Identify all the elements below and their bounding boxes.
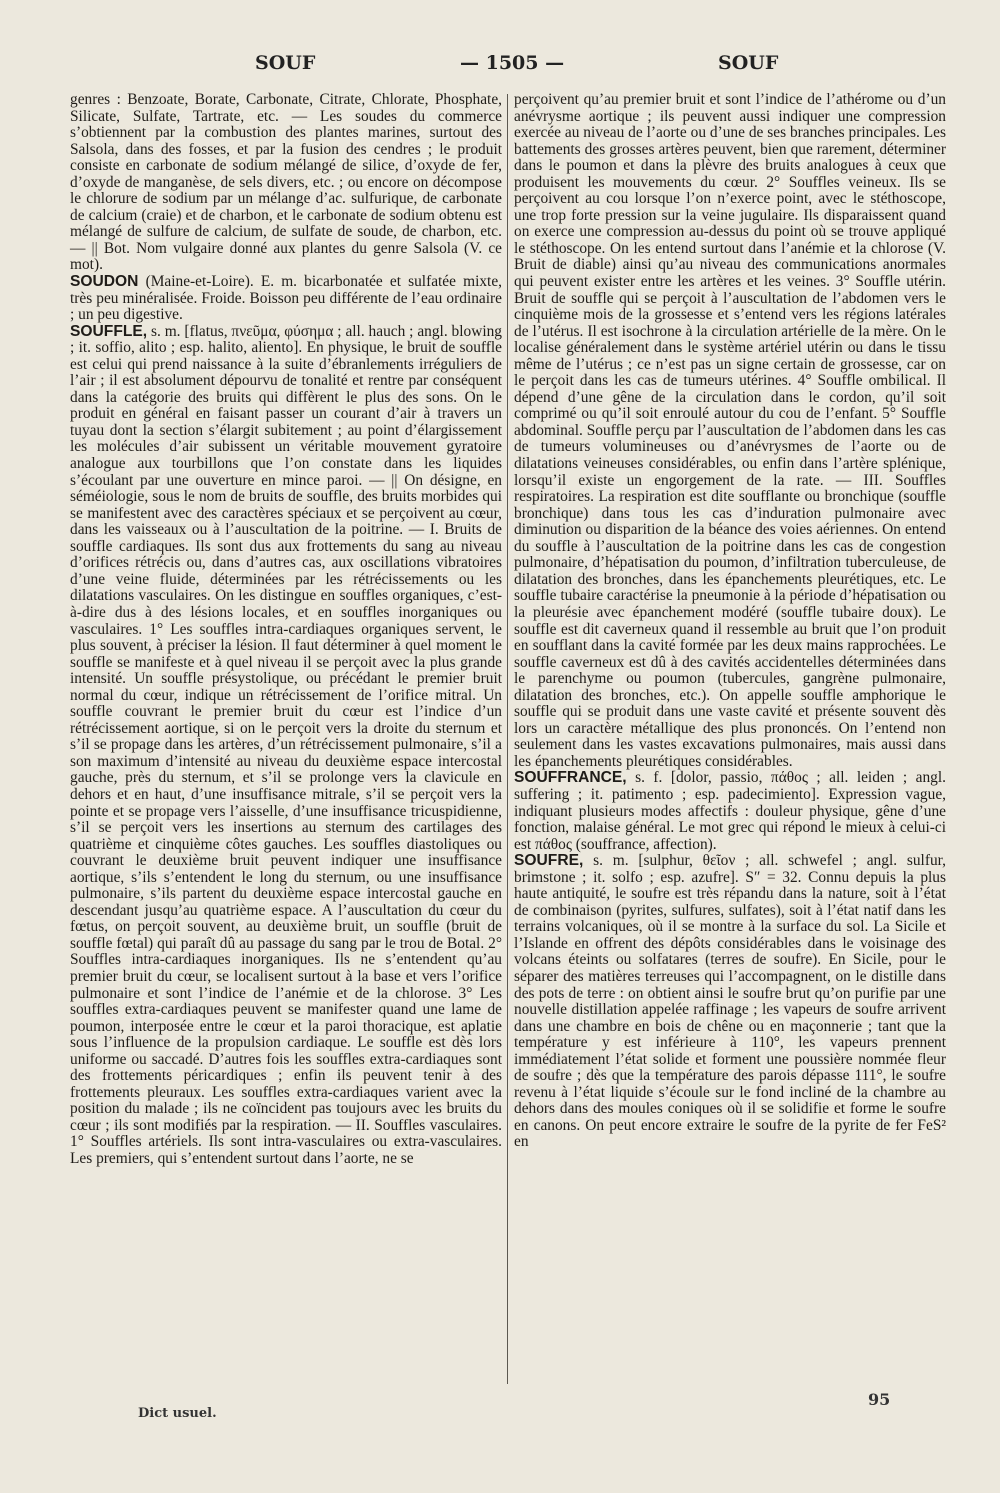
running-header	[70, 52, 950, 80]
soude-continuation: genres : Benzoate, Borate, Carbonate, Citrate, Chlorate, Phosphate, Silicate, Sulfate, Tartrate, etc. — Les soudes du commerce s’obtiennent par la combustion des plantes marines, surtout des Salsola, dans des fosses, et par la fusion des cendres ; le produit consiste en carbonate de sodium mélangé de silice, d’oxyde de fer, d’oxyde de manganèse, de sels divers, etc. ; ou encore on décompose le chlorure de sodium par un mélange d’ac. sulfurique, de carbonate de calcium (craie) et de charbon, et le carbonate de sodium obtenu est mélangé de sulfure de calcium, de sulfate de soude, de charbon, etc. — || Bot. Nom vulgaire donné aux plantes du genre Salsola (V. ce mot).	[70, 91, 502, 274]
header-right-keyword: SOUF	[718, 52, 779, 74]
entry-souffrance	[514, 770, 946, 853]
definition-souffle: s. m. [flatus, πνεῦμα, φύσημα ; all. hauch ; angl. blowing ; it. soffio, alito ; esp. halito, aliento]. En physique, le bruit de souffle est celui qui prend naissance à la suite d’ébranlements irréguliers de l’air ; il est absolument dépourvu de tonalité et rentre par conséquent dans la catégorie des bruits qui diffèrent le plus des sons. On le produit en général en faisant passer un courant d’air à travers un tuyau dont la section s’élargit subitement ; au point d’élargissement les molécules d’air subissent un véritable mouvement gyratoire analogue aux tourbillons que l’on constate dans les liquides s’écoulant par une ouverture en mince paroi. — || On désigne, en séméiologie, sous le nom de bruits de souffle, des bruits morbides qui se manifestent avec des caractères spéciaux et se perçoivent au cœur, dans les vaisseaux ou à l’auscultation de la poitrine. — I. Bruits de souffle cardiaques. Ils sont dus aux frottements du sang au niveau d’orifices rétrécis ou, dans d’autres cas, aux oscillations vibratoires d’une veine fluide, déterminées par les rétrécissements ou les dilatations vasculaires. On les distingue en souffles organiques, c’est-à-dire dus à des lésions locales, et en souffles inorganiques ou vasculaires. 1° Les souffles intra-cardiaques organiques servent, le plus souvent, à préciser la lésion. Il faut déterminer à quel moment le souffle se manifeste et à quel niveau il se perçoit avec la plus grande intensité. Un souffle présystolique, ou précédant le premier bruit normal du cœur, indique un rétrécissement de l’orifice mitral. Un souffle couvrant le premier bruit du cœur est l’indice d’un rétrécissement aortique, si on le perçoit vers la droite du sternum et s’il se propage dans les artères, d’un rétrécissement pulmonaire, s’il a son maximum d’intensité au niveau du deuxième espace intercostal gauche, près du sternum, et s’il se prolonge vers la clavicule en dehors et en haut, d’une insuffisance mitrale, s’il se perçoit vers la pointe et se propage vers l’aisselle, d’une insuffisance tricuspidienne, s’il se perçoit vers les insertions au sternum des cartilages des quatrième et cinquième côtes gauches. Les souffles diastoliques ou couvrant le deuxième bruit peuvent indiquer une insuffisance aortique, s’ils s’entendent le long du sternum, ou une insuffisance pulmonaire, s’ils partent du deuxième espace intercostal gauche en descendant jusqu’au quatrième espace. A l’auscultation du cœur du fœtus, on perçoit souvent, au deuxième bruit, un souffle (bruit de souffle fœtal) qui paraît dû au passage du sang par le trou de Botal. 2° Souffles intra-cardiaques inorganiques. Ils ne s’entendent qu’au premier bruit du cœur, se localisent surtout à la base et vers l’orifice pulmonaire et sont l’indice de l’anémie et de la chlorose. 3° Les souffles extra-cardiaques peuvent se manifester quand une lame de poumon, interposée entre le cœur et la paroi thoracique, est aplatie sous l’influence de la propulsion cardiaque. Le souffle est dès lors uniforme ou saccadé. D’autres fois les souffles extra-cardiaques sont des frottements péricardiques ; enfin ils peuvent tenir à des frottements pleuraux. Les souffles extra-cardiaques varient avec la position du malade ; ils ne coïncident pas toujours avec les bruits du cœur ; ils sont modifiés par la respiration. — II. Souffles vasculaires. 1° Souffles artériels. Ils sont intra-vasculaires ou extra-vasculaires. Les premiers, qui s’entendent surtout dans l’aorte, ne se	[70, 322, 502, 1167]
headword-souffle: SOUFFLE,	[70, 322, 148, 340]
left-column	[70, 92, 502, 1168]
sheet-number: 95	[868, 1390, 891, 1409]
souffle-continuation: perçoivent qu’au premier bruit et sont l’indice de l’athérome ou d’un anévrysme aortique ; ils peuvent aussi indiquer une compression exercée au niveau de l’aorte ou d’une de ses branches principales. Les battements des grosses artères peuvent, bien que rarement, déterminer dans le poumon et dans la plèvre des bruits analogues à ceux que produisent les mouvements du cœur. 2° Souffles veineux. Ils se perçoivent au cou lorsque l’on n’exerce point, avec le stéthoscope, une trop forte pression sur la veine jugulaire. Ils disparaissent quand on exerce une compression au-dessus du point où se trouve appliqué le stéthoscope. On les entend surtout dans l’anémie et la chlorose (V. Bruit de diable) ainsi qu’au niveau des communications anormales qui peuvent exister entre les artères et les veines. 3° Souffle utérin. Bruit de souffle qui se perçoit à l’auscultation de l’abdomen vers le cinquième mois de la grossesse et s’entend vers les régions latérales de l’utérus. Il est isochrone à la circulation artérielle de la mère. On le localise généralement dans le système artériel utérin ou dans le tissu même de l’utérus ; ce n’est pas un signe certain de grossesse, car on le perçoit dans les cas de tumeurs utérines. 4° Souffle ombilical. Il dépend d’une gêne de la circulation dans le cordon, qu’il soit comprimé ou qu’il soit enroulé autour du cou de l’enfant. 5° Souffle abdominal. Souffle perçu par l’auscultation de l’abdomen dans les cas de tumeurs volumineuses ou d’anévrysmes de l’aorte ou de dilatations veineuses considérables, ou enfin dans l’artère splénique, lorsqu’il existe un engorgement de la rate. — III. Souffles respiratoires. La respiration est dite soufflante ou bronchique (souffle bronchique) dans tous les cas d’induration pulmonaire avec diminution ou disparition de la béance des voies aériennes. On entend du souffle à l’auscultation de la poitrine dans les cas de congestion pulmonaire, d’hépatisation du poumon, d’infiltration tuberculeuse, de dilatation des bronches, dans les épanchements pleurétiques, etc. Le souffle tubaire caractérise la pneumonie à la période d’hépatisation ou la pleurésie avec épanchement modéré (souffle tubaire doux). Le souffle est dit caverneux quand il ressemble au bruit que l’on produit en soufflant dans la cavité formée par les deux mains rapprochées. Le souffle caverneux est dû à des cavités accidentelles déterminées dans le parenchyme ou poumon (tubercules, gangrène pulmonaire, dilatation des bronches, etc.). On appelle souffle amphorique le souffle qui se produit dans une vaste cavité et présente souvent dès lors un caractère métallique des plus prononcés. On l’entend non seulement dans les vastes excavations pulmonaires, mais aussi dans les épanchements pleurétiques considérables.	[514, 91, 946, 770]
column-divider	[507, 94, 508, 1384]
definition-soufre: s. m. [sulphur, θεῖον ; all. schwefel ; angl. sulfur, brimstone ; it. solfo ; esp. azufre]. S″ = 32. Connu depuis la plus haute antiquité, le soufre est très répandu dans la nature, soit à l’état de combinaison (pyrites, sulfures, sulfates), soit à l’état natif dans les terrains volcaniques, où il se montre à la surface du sol. La Sicile et l’Islande en offrent des dépôts considérables dans le voisinage des volcans éteints ou solfatares (terres de soufre). En Sicile, pour le séparer des matières terreuses qui l’accompagnent, on le distille dans des pots de terre : on obtient ainsi le soufre brut qu’on purifie par une nouvelle distillation appelée raffinage ; les vapeurs de soufre arrivent dans une chambre en bois de chêne ou en maçonnerie ; tant que la température y est inférieure à 110°, les vapeurs prennent immédiatement l’état solide et forment une poussière nommée fleur de soufre ; dès que la température des parois dépasse 111°, le soufre revenu à l’état liquide s’écoule sur le fond incliné de la chambre au dehors dans des moules coniques où il se solidifie et forme le soufre en canons. On peut encore extraire le soufre de la pyrite de fer FeS² en	[514, 852, 946, 1151]
header-left-keyword: SOUF	[255, 52, 316, 74]
definition-souffrance: s. f. [dolor, passio, πάθος ; all. leiden ; angl. suffering ; it. patimento ; esp. padecimiento]. Expression vague, indiquant plusieurs modes affectifs : douleur physique, gêne d’une fonction, malaise général. Le mot grec qui répond le mieux à celui-ci est πάθος (souffrance, affection).	[514, 769, 946, 853]
definition-soudon: (Maine-et-Loire). E. m. bicarbonatée et sulfatée mixte, très peu minéralisée. Froide. Boisson peu différente de l’eau ordinaire ; un peu digestive.	[70, 273, 502, 324]
entry-soudon	[70, 274, 502, 324]
headword-souffrance: SOUFFRANCE,	[514, 769, 627, 787]
entry-soufre	[514, 853, 946, 1151]
printer-signature: Dict usuel.	[138, 1406, 217, 1421]
page-number: — 1505 —	[460, 52, 565, 74]
right-column	[514, 92, 946, 1151]
headword-soudon: SOUDON	[70, 273, 139, 291]
entry-souffle	[70, 324, 502, 1168]
headword-soufre: SOUFRE,	[514, 852, 584, 870]
